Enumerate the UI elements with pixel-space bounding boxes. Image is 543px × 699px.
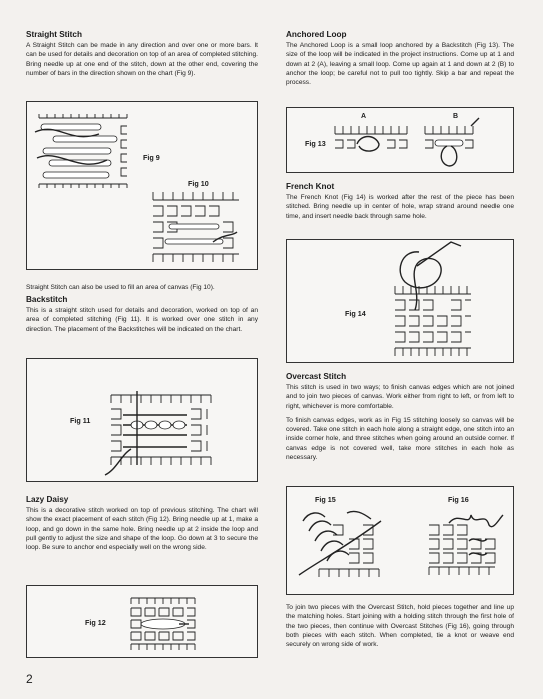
fig-13-label-b: B — [453, 113, 459, 120]
fig-14-box — [286, 239, 514, 363]
fig-16-label: Fig 16 — [448, 495, 469, 504]
french-knot-text: The French Knot (Fig 14) is worked after the rest of the piece has been stitched. Bring needle up in center of hole, wrap strand around needle one time, and insert needle back through same hole. — [286, 194, 514, 220]
lazy-daisy-section — [26, 495, 258, 552]
fig-12-illustration — [27, 586, 259, 659]
backstitch-section — [26, 295, 258, 334]
fig-11-label: Fig 11 — [70, 416, 91, 425]
overcast-stitch-section — [286, 372, 514, 462]
straight-stitch-note: Straight Stitch can also be used to fill an area of canvas (Fig 10). — [26, 284, 215, 291]
backstitch-title: Backstitch — [26, 295, 68, 304]
french-knot-title: French Knot — [286, 182, 335, 191]
fig-9-10-box — [26, 101, 258, 270]
anchored-loop-text: The Anchored Loop is a small loop anchored by a Backstitch (Fig 13). The size of the loop will be indicated in the project instructions. Come up at 1 and down at 2 (A), leaving a small loop. Come up again at 1 and down at 2 (B) to anchor the loop; be careful not to pull too tightly. Skip a bar and repeat the process. — [286, 42, 514, 87]
fig-9-label: Fig 9 — [143, 153, 160, 162]
anchored-loop-section — [286, 30, 514, 87]
straight-stitch-text: A Straight Stitch can be made in any direction and over one or more bars. It can be used for details and decoration on top of an area of completed stitching. Bring needle up at one end of the stitch, down at the other end, covering the number of bars in the direction shown on the chart (Fig 9). — [26, 42, 258, 77]
fig-15-16-box — [286, 486, 514, 595]
fig-11-box — [26, 358, 258, 482]
lazy-daisy-text: This is a decorative stitch worked on top of previous stitching. The chart will show the exact placement of each stitch (Fig 12). Bring needle up at 1, make a loop, and go down in the same hole. Bring needle up at 2 inside the loop and pull gently to adjust the size and shape of the loop. Go down at 3 to secure the loop. Be sure to anchor end especially well on the wrong side. — [26, 507, 258, 552]
fig-11-illustration — [27, 359, 259, 483]
fig-14-label: Fig 14 — [345, 309, 366, 318]
lazy-daisy-title: Lazy Daisy — [26, 495, 69, 504]
page-number: 2 — [26, 672, 33, 686]
french-knot-section — [286, 182, 514, 221]
fig-9-10-illustration — [27, 102, 259, 271]
overcast-stitch-text-1: This stitch is used in two ways; to finish canvas edges which are not joined and to join two pieces of canvas. Work either from right to left, or from left to right, whichever is more comfortable. — [286, 384, 514, 410]
fig-12-box — [26, 585, 258, 658]
straight-stitch-title: Straight Stitch — [26, 30, 82, 39]
backstitch-text: This is a straight stitch used for details and decoration, worked on top of an area of completed stitching (Fig 11). It is worked over one stitch in any direction. The placement of the Backstitches will be indicated on the chart. — [26, 307, 258, 333]
overcast-stitch-text-2: To finish canvas edges, work as in Fig 15 stitching loosely so canvas will be covered. Take one stitch in each hole along a straight edge, one stitch into an inside corner hole, and three stitches when going around an outside corner. If canvas edge is not covered well, take more stitches in each hole as necessary. — [286, 416, 514, 462]
overcast-join-text: To join two pieces with the Overcast Stitch, hold pieces together and line up the matching holes. Start joining with a holding stitch through the first hole of the two pieces, then continue with Overcast Stitches (Fig 16), going through both pieces with each stitch. When completed, tie a knot or weave end securely on wrong side of work. — [286, 604, 514, 649]
overcast-join-section — [286, 603, 514, 649]
overcast-stitch-title: Overcast Stitch — [286, 372, 347, 381]
fig-10-label: Fig 10 — [188, 179, 209, 188]
straight-stitch-section — [26, 30, 258, 78]
fig-13-box — [286, 107, 514, 173]
fig-14-illustration — [287, 240, 515, 364]
fig-12-label: Fig 12 — [85, 618, 106, 627]
fig-15-label: Fig 15 — [315, 495, 336, 504]
fig-13-label-a: A — [361, 113, 367, 120]
fig-13-label: Fig 13 — [305, 139, 326, 148]
anchored-loop-title: Anchored Loop — [286, 30, 347, 39]
straight-stitch-note-section — [26, 283, 258, 292]
